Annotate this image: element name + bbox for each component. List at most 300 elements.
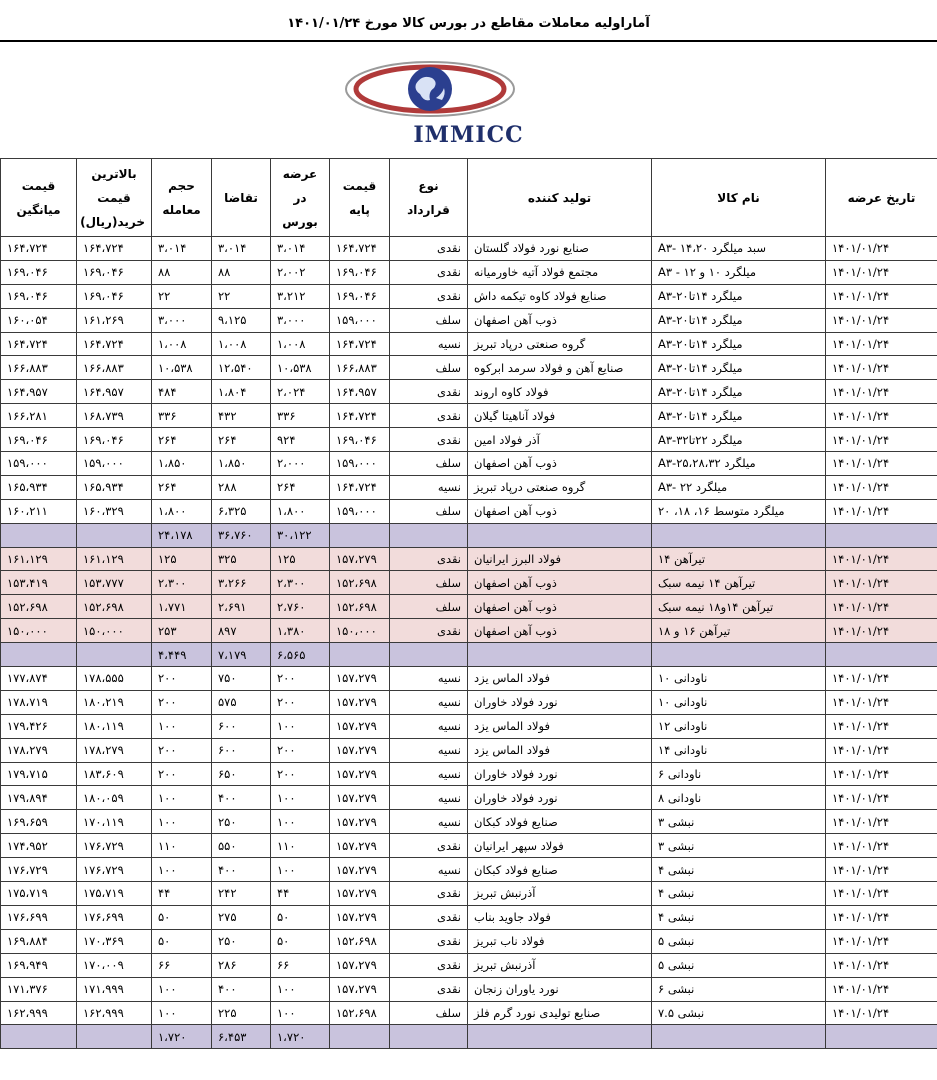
cell-contract: نقدی	[390, 834, 468, 858]
cell-volume: ۲۰۰	[152, 690, 212, 714]
cell-date: ۱۴۰۱/۰۱/۲۴	[826, 810, 937, 834]
cell-contract: نقدی	[390, 905, 468, 929]
cell-contract: نقدی	[390, 380, 468, 404]
cell-base-price: ۱۵۲،۶۹۸	[330, 1001, 390, 1025]
cell-base-price: ۱۵۹،۰۰۰	[330, 499, 390, 523]
cell-empty	[77, 643, 152, 667]
cell-volume: ۱،۸۵۰	[152, 452, 212, 476]
page-title: آماراولیه معاملات مقاطع در بورس کالا مورخ ۱۴۰۱/۰۱/۲۴	[287, 16, 650, 31]
cell-empty	[390, 1025, 468, 1049]
cell-base-price: ۱۵۷،۲۷۹	[330, 977, 390, 1001]
table-row	[1, 905, 937, 929]
cell-date: ۱۴۰۱/۰۱/۲۴	[826, 428, 937, 452]
cell-volume: ۲۰۰	[152, 738, 212, 762]
cell-producer: نورد فولاد خاوران	[468, 690, 652, 714]
cell-avg-price: ۱۷۹،۸۹۴	[1, 786, 77, 810]
cell-offer: ۱۰۰	[271, 786, 330, 810]
cell-date: ۱۴۰۱/۰۱/۲۴	[826, 714, 937, 738]
cell-producer: فولاد کاوه اروند	[468, 380, 652, 404]
cell-base-price: ۱۵۷،۲۷۹	[330, 690, 390, 714]
cell-offer: ۲۰۰	[271, 762, 330, 786]
cell-max-price: ۱۷۸،۵۵۵	[77, 667, 152, 691]
cell-max-price: ۱۶۴،۹۵۷	[77, 380, 152, 404]
cell-date: ۱۴۰۱/۰۱/۲۴	[826, 786, 937, 810]
cell-max-price: ۱۶۸،۷۳۹	[77, 404, 152, 428]
cell-offer: ۳،۲۱۲	[271, 284, 330, 308]
cell-producer: آذرنبش تبریز	[468, 882, 652, 906]
cell-date: ۱۴۰۱/۰۱/۲۴	[826, 929, 937, 953]
cell-volume: ۱۰۰	[152, 858, 212, 882]
cell-avg-price: ۱۶۹،۸۸۴	[1, 929, 77, 953]
cell-base-price: ۱۵۷،۲۷۹	[330, 762, 390, 786]
cell-avg-price: ۱۶۰،۲۱۱	[1, 499, 77, 523]
cell-offer: ۱،۰۰۸	[271, 332, 330, 356]
cell-base-price: ۱۵۲،۶۹۸	[330, 571, 390, 595]
table-row	[1, 428, 937, 452]
cell-demand: ۱۲،۵۴۰	[212, 356, 271, 380]
cell-name: تیرآهن ۱۴	[652, 547, 826, 571]
cell-date: ۱۴۰۱/۰۱/۲۴	[826, 284, 937, 308]
cell-demand: ۸۸	[212, 260, 271, 284]
cell-date: ۱۴۰۱/۰۱/۲۴	[826, 905, 937, 929]
cell-offer: ۱۰،۵۳۸	[271, 356, 330, 380]
cell-offer: ۲۰۰	[271, 667, 330, 691]
cell-demand: ۲۵۰	[212, 810, 271, 834]
cell-volume: ۱،۰۰۸	[152, 332, 212, 356]
cell-name: ناودانی ۱۰	[652, 690, 826, 714]
table-row	[1, 1001, 937, 1025]
cell-offer: ۳،۰۱۴	[271, 237, 330, 261]
cell-producer: ذوب آهن اصفهان	[468, 308, 652, 332]
cell-date: ۱۴۰۱/۰۱/۲۴	[826, 356, 937, 380]
cell-producer: ذوب آهن اصفهان	[468, 571, 652, 595]
cell-avg-price: ۱۷۶،۷۲۹	[1, 858, 77, 882]
cell-demand: ۴۰۰	[212, 858, 271, 882]
cell-total-demand: ۳۶،۷۶۰	[212, 523, 271, 547]
cell-date: ۱۴۰۱/۰۱/۲۴	[826, 547, 937, 571]
cell-max-price: ۱۶۵،۹۳۴	[77, 475, 152, 499]
cell-max-price: ۱۶۹،۰۴۶	[77, 428, 152, 452]
cell-total-volume: ۲۴،۱۷۸	[152, 523, 212, 547]
cell-producer: ذوب آهن اصفهان	[468, 499, 652, 523]
cell-base-price: ۱۵۷،۲۷۹	[330, 738, 390, 762]
cell-offer: ۱،۳۸۰	[271, 619, 330, 643]
cell-demand: ۲۸۸	[212, 475, 271, 499]
cell-name: میلگرد ۱۴تا۲۰-A۳	[652, 284, 826, 308]
cell-volume: ۲۶۴	[152, 475, 212, 499]
cell-volume: ۱۰۰	[152, 977, 212, 1001]
cell-demand: ۷۵۰	[212, 667, 271, 691]
cell-contract: نسیه	[390, 858, 468, 882]
table-row	[1, 308, 937, 332]
cell-producer: نورد فولاد خاوران	[468, 762, 652, 786]
table-row	[1, 882, 937, 906]
table-row	[1, 619, 937, 643]
cell-volume: ۱۰۰	[152, 786, 212, 810]
cell-empty	[1, 523, 77, 547]
cell-contract: سلف	[390, 499, 468, 523]
cell-max-price: ۱۷۶،۷۲۹	[77, 858, 152, 882]
header-offer: عرضه در بورس	[271, 159, 330, 237]
table-row	[1, 332, 937, 356]
cell-offer: ۴۴	[271, 882, 330, 906]
table-row	[1, 499, 937, 523]
cell-offer: ۵۰	[271, 905, 330, 929]
cell-contract: سلف	[390, 595, 468, 619]
cell-volume: ۱۱۰	[152, 834, 212, 858]
cell-date: ۱۴۰۱/۰۱/۲۴	[826, 738, 937, 762]
cell-offer: ۱۱۰	[271, 834, 330, 858]
cell-max-price: ۱۸۰،۲۱۹	[77, 690, 152, 714]
cell-avg-price: ۱۷۷،۸۷۴	[1, 667, 77, 691]
cell-contract: نسیه	[390, 810, 468, 834]
cell-max-price: ۱۶۹،۰۴۶	[77, 284, 152, 308]
cell-name: نبشی ۵	[652, 929, 826, 953]
cell-demand: ۴۰۰	[212, 786, 271, 810]
cell-producer: آذرنبش تبریز	[468, 953, 652, 977]
cell-max-price: ۱۶۱،۱۲۹	[77, 547, 152, 571]
cell-date: ۱۴۰۱/۰۱/۲۴	[826, 595, 937, 619]
cell-max-price: ۱۶۲،۹۹۹	[77, 1001, 152, 1025]
cell-volume: ۴۸۴	[152, 380, 212, 404]
table-row	[1, 547, 937, 571]
cell-contract: نسیه	[390, 714, 468, 738]
header-demand: تقاضا	[212, 159, 271, 237]
cell-avg-price: ۱۷۹،۴۲۶	[1, 714, 77, 738]
cell-max-price: ۱۷۰،۳۶۹	[77, 929, 152, 953]
cell-base-price: ۱۵۷،۲۷۹	[330, 834, 390, 858]
cell-demand: ۹،۱۲۵	[212, 308, 271, 332]
cell-base-price: ۱۶۴،۷۲۴	[330, 475, 390, 499]
cell-avg-price: ۱۷۵،۷۱۹	[1, 882, 77, 906]
cell-contract: نقدی	[390, 404, 468, 428]
cell-empty	[468, 643, 652, 667]
cell-empty	[826, 523, 937, 547]
cell-total-volume: ۱،۷۲۰	[152, 1025, 212, 1049]
cell-producer: ذوب آهن اصفهان	[468, 595, 652, 619]
cell-date: ۱۴۰۱/۰۱/۲۴	[826, 667, 937, 691]
cell-name: میلگرد ۱۴تا۲۰-A۳	[652, 356, 826, 380]
cell-demand: ۲۲	[212, 284, 271, 308]
cell-date: ۱۴۰۱/۰۱/۲۴	[826, 571, 937, 595]
cell-name: میلگرد ۲۲ -A۳	[652, 475, 826, 499]
cell-offer: ۳،۰۰۰	[271, 308, 330, 332]
cell-volume: ۳،۰۱۴	[152, 237, 212, 261]
table-row	[1, 452, 937, 476]
cell-producer: صنایع نورد فولاد گلستان	[468, 237, 652, 261]
cell-contract: نقدی	[390, 929, 468, 953]
cell-avg-price: ۱۷۱،۳۷۶	[1, 977, 77, 1001]
cell-producer: گروه صنعتی درپاد تبریز	[468, 475, 652, 499]
cell-max-price: ۱۸۰،۱۱۹	[77, 714, 152, 738]
cell-avg-price: ۱۵۳،۴۱۹	[1, 571, 77, 595]
cell-name: نبشی ۵	[652, 953, 826, 977]
cell-avg-price: ۱۶۴،۷۲۴	[1, 332, 77, 356]
cell-base-price: ۱۵۷،۲۷۹	[330, 882, 390, 906]
cell-contract: نسیه	[390, 690, 468, 714]
cell-total-demand: ۶،۴۵۳	[212, 1025, 271, 1049]
cell-base-price: ۱۵۷،۲۷۹	[330, 547, 390, 571]
table-row	[1, 690, 937, 714]
cell-demand: ۲۶۴	[212, 428, 271, 452]
cell-name: نبشی ۴	[652, 882, 826, 906]
cell-volume: ۲۵۳	[152, 619, 212, 643]
cell-volume: ۱۰،۵۳۸	[152, 356, 212, 380]
cell-volume: ۲۶۴	[152, 428, 212, 452]
table-row	[1, 834, 937, 858]
cell-demand: ۱،۸۵۰	[212, 452, 271, 476]
cell-contract: سلف	[390, 308, 468, 332]
table-row	[1, 810, 937, 834]
cell-avg-price: ۱۶۹،۰۴۶	[1, 428, 77, 452]
cell-demand: ۶،۳۲۵	[212, 499, 271, 523]
cell-max-price: ۱۶۴،۷۲۴	[77, 332, 152, 356]
cell-avg-price: ۱۶۹،۶۵۹	[1, 810, 77, 834]
cell-total-offer: ۱،۷۲۰	[271, 1025, 330, 1049]
table-row	[1, 404, 937, 428]
logo-text: IMMICC	[413, 122, 524, 148]
cell-avg-price: ۱۵۰،۰۰۰	[1, 619, 77, 643]
cell-contract: نسیه	[390, 762, 468, 786]
trades-table	[0, 158, 937, 1049]
cell-empty	[652, 1025, 826, 1049]
cell-date: ۱۴۰۱/۰۱/۲۴	[826, 953, 937, 977]
header-name: نام کالا	[652, 159, 826, 237]
cell-empty	[77, 523, 152, 547]
section-total-row	[1, 643, 937, 667]
cell-offer: ۶۶	[271, 953, 330, 977]
cell-name: میلگرد ۱۴تا۲۰-A۳	[652, 332, 826, 356]
cell-name: نبشی ۳	[652, 810, 826, 834]
cell-empty	[1, 1025, 77, 1049]
cell-name: میلگرد ۱۴تا۲۰-A۳	[652, 308, 826, 332]
cell-avg-price: ۱۷۸،۷۱۹	[1, 690, 77, 714]
cell-base-price: ۱۵۷،۲۷۹	[330, 714, 390, 738]
cell-avg-price: ۱۷۸،۲۷۹	[1, 738, 77, 762]
cell-demand: ۲۷۵	[212, 905, 271, 929]
cell-contract: نسیه	[390, 332, 468, 356]
cell-contract: نقدی	[390, 882, 468, 906]
table-row	[1, 738, 937, 762]
cell-max-price: ۱۷۰،۰۰۹	[77, 953, 152, 977]
cell-producer: نورد فولاد خاوران	[468, 786, 652, 810]
cell-date: ۱۴۰۱/۰۱/۲۴	[826, 404, 937, 428]
cell-max-price: ۱۶۹،۰۴۶	[77, 260, 152, 284]
header-producer: تولید کننده	[468, 159, 652, 237]
cell-base-price: ۱۶۴،۷۲۴	[330, 404, 390, 428]
cell-producer: مجتمع فولاد آتیه خاورمیانه	[468, 260, 652, 284]
cell-base-price: ۱۵۲،۶۹۸	[330, 929, 390, 953]
cell-demand: ۶۰۰	[212, 714, 271, 738]
cell-demand: ۴۳۲	[212, 404, 271, 428]
cell-name: نبشی ۳	[652, 834, 826, 858]
cell-volume: ۳۳۶	[152, 404, 212, 428]
cell-name: ناودانی ۶	[652, 762, 826, 786]
cell-producer: فولاد ناب تبریز	[468, 929, 652, 953]
table-row	[1, 714, 937, 738]
cell-volume: ۳،۰۰۰	[152, 308, 212, 332]
cell-date: ۱۴۰۱/۰۱/۲۴	[826, 690, 937, 714]
cell-volume: ۱۰۰	[152, 1001, 212, 1025]
cell-contract: سلف	[390, 356, 468, 380]
header-contract: نوع قرارداد	[390, 159, 468, 237]
cell-max-price: ۱۵۲،۶۹۸	[77, 595, 152, 619]
cell-avg-price: ۱۶۶،۸۸۳	[1, 356, 77, 380]
cell-empty	[330, 1025, 390, 1049]
table-row	[1, 380, 937, 404]
cell-name: میلگرد ۱۴تا۲۰-A۳	[652, 380, 826, 404]
cell-demand: ۶۰۰	[212, 738, 271, 762]
logo-icon	[340, 58, 520, 120]
cell-avg-price: ۱۶۶،۲۸۱	[1, 404, 77, 428]
cell-producer: فولاد الماس یزد	[468, 738, 652, 762]
cell-avg-price: ۱۶۹،۰۴۶	[1, 260, 77, 284]
section-total-row	[1, 523, 937, 547]
cell-contract: نسیه	[390, 667, 468, 691]
cell-max-price: ۱۸۰،۰۵۹	[77, 786, 152, 810]
cell-total-demand: ۷،۱۷۹	[212, 643, 271, 667]
table-row	[1, 595, 937, 619]
cell-base-price: ۱۵۷،۲۷۹	[330, 905, 390, 929]
table-row	[1, 929, 937, 953]
cell-avg-price: ۱۷۶،۶۹۹	[1, 905, 77, 929]
cell-name: ناودانی ۱۴	[652, 738, 826, 762]
header-max-price: بالاترین قیمت خرید(ریال)	[77, 159, 152, 237]
cell-demand: ۲۴۲	[212, 882, 271, 906]
cell-name: میلگرد ۲۲تا۳۲-A۳	[652, 428, 826, 452]
cell-date: ۱۴۰۱/۰۱/۲۴	[826, 499, 937, 523]
cell-empty	[330, 523, 390, 547]
cell-base-price: ۱۵۰،۰۰۰	[330, 619, 390, 643]
cell-avg-price: ۱۶۹،۹۴۹	[1, 953, 77, 977]
cell-offer: ۱۰۰	[271, 858, 330, 882]
cell-contract: نقدی	[390, 619, 468, 643]
cell-name: تیرآهن ۱۶ و ۱۸	[652, 619, 826, 643]
cell-max-price: ۱۶۶،۸۸۳	[77, 356, 152, 380]
cell-date: ۱۴۰۱/۰۱/۲۴	[826, 858, 937, 882]
cell-total-offer: ۳۰،۱۲۲	[271, 523, 330, 547]
cell-demand: ۲۸۶	[212, 953, 271, 977]
cell-demand: ۳۲۵	[212, 547, 271, 571]
cell-contract: نقدی	[390, 260, 468, 284]
cell-producer: گروه صنعتی درپاد تبریز	[468, 332, 652, 356]
table-row	[1, 571, 937, 595]
table-row	[1, 953, 937, 977]
cell-empty	[330, 643, 390, 667]
table-row	[1, 977, 937, 1001]
cell-contract: نقدی	[390, 547, 468, 571]
cell-offer: ۲۰۰	[271, 690, 330, 714]
cell-volume: ۸۸	[152, 260, 212, 284]
cell-demand: ۳،۲۶۶	[212, 571, 271, 595]
cell-max-price: ۱۶۱،۲۶۹	[77, 308, 152, 332]
table-row	[1, 284, 937, 308]
cell-base-price: ۱۶۴،۷۲۴	[330, 237, 390, 261]
cell-max-price: ۱۵۰،۰۰۰	[77, 619, 152, 643]
cell-max-price: ۱۷۸،۲۷۹	[77, 738, 152, 762]
cell-base-price: ۱۶۹،۰۴۶	[330, 428, 390, 452]
cell-volume: ۵۰	[152, 905, 212, 929]
cell-avg-price: ۱۶۵،۹۳۴	[1, 475, 77, 499]
cell-offer: ۲،۰۲۴	[271, 380, 330, 404]
cell-date: ۱۴۰۱/۰۱/۲۴	[826, 834, 937, 858]
cell-base-price: ۱۶۹،۰۴۶	[330, 260, 390, 284]
cell-max-price: ۱۶۰،۳۲۹	[77, 499, 152, 523]
cell-base-price: ۱۶۴،۹۵۷	[330, 380, 390, 404]
cell-empty	[652, 643, 826, 667]
cell-producer: صنایع تولیدی نورد گرم فلز	[468, 1001, 652, 1025]
cell-volume: ۲،۳۰۰	[152, 571, 212, 595]
cell-producer: آذر فولاد امین	[468, 428, 652, 452]
cell-date: ۱۴۰۱/۰۱/۲۴	[826, 762, 937, 786]
table-row	[1, 260, 937, 284]
cell-name: میلگرد ۲۵،۲۸،۳۲-A۳	[652, 452, 826, 476]
cell-demand: ۲۲۵	[212, 1001, 271, 1025]
cell-volume: ۴۴	[152, 882, 212, 906]
cell-base-price: ۱۵۹،۰۰۰	[330, 308, 390, 332]
cell-date: ۱۴۰۱/۰۱/۲۴	[826, 308, 937, 332]
cell-date: ۱۴۰۱/۰۱/۲۴	[826, 332, 937, 356]
cell-empty	[77, 1025, 152, 1049]
cell-demand: ۲،۶۹۱	[212, 595, 271, 619]
cell-name: میلگرد ۱۰ و ۱۲ - A۳	[652, 260, 826, 284]
cell-volume: ۱۲۵	[152, 547, 212, 571]
section-total-row	[1, 1025, 937, 1049]
cell-contract: نسیه	[390, 786, 468, 810]
cell-max-price: ۱۷۶،۶۹۹	[77, 905, 152, 929]
cell-offer: ۱،۸۰۰	[271, 499, 330, 523]
table-header-row	[1, 159, 937, 237]
cell-contract: نقدی	[390, 284, 468, 308]
cell-base-price: ۱۵۹،۰۰۰	[330, 452, 390, 476]
cell-volume: ۲۲	[152, 284, 212, 308]
cell-name: سبد میلگرد ۱۴،۲۰ -A۳	[652, 237, 826, 261]
cell-empty	[390, 523, 468, 547]
cell-avg-price: ۱۶۲،۹۹۹	[1, 1001, 77, 1025]
cell-volume: ۱۰۰	[152, 810, 212, 834]
table-row	[1, 667, 937, 691]
cell-contract: سلف	[390, 1001, 468, 1025]
cell-avg-price: ۱۶۱،۱۲۹	[1, 547, 77, 571]
cell-offer: ۱۲۵	[271, 547, 330, 571]
cell-name: میلگرد متوسط ۱۶، ۱۸، ۲۰	[652, 499, 826, 523]
cell-offer: ۲۰۰	[271, 738, 330, 762]
cell-name: تیرآهن ۱۴ نیمه سبک	[652, 571, 826, 595]
cell-avg-price: ۱۵۲،۶۹۸	[1, 595, 77, 619]
cell-producer: فولاد البرز ایرانیان	[468, 547, 652, 571]
cell-volume: ۱۰۰	[152, 714, 212, 738]
cell-offer: ۳۳۶	[271, 404, 330, 428]
cell-empty	[1, 643, 77, 667]
cell-offer: ۲۶۴	[271, 475, 330, 499]
cell-producer: فولاد جاوید بناب	[468, 905, 652, 929]
cell-demand: ۴۰۰	[212, 977, 271, 1001]
cell-base-price: ۱۵۷،۲۷۹	[330, 786, 390, 810]
cell-max-price: ۱۷۵،۷۱۹	[77, 882, 152, 906]
cell-demand: ۸۹۷	[212, 619, 271, 643]
cell-contract: نقدی	[390, 428, 468, 452]
cell-volume: ۲۰۰	[152, 762, 212, 786]
cell-avg-price: ۱۶۴،۷۲۴	[1, 237, 77, 261]
cell-empty	[390, 643, 468, 667]
cell-producer: ذوب آهن اصفهان	[468, 619, 652, 643]
cell-date: ۱۴۰۱/۰۱/۲۴	[826, 619, 937, 643]
cell-base-price: ۱۵۷،۲۷۹	[330, 810, 390, 834]
cell-avg-price: ۱۶۰،۰۵۴	[1, 308, 77, 332]
table-row	[1, 237, 937, 261]
cell-date: ۱۴۰۱/۰۱/۲۴	[826, 475, 937, 499]
table-row	[1, 762, 937, 786]
